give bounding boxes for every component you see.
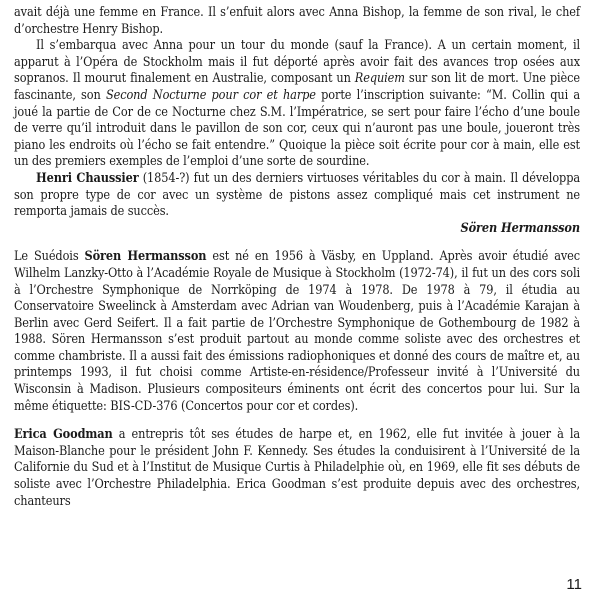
paragraph-text: sur son lit de mort. Une pièce fascinante, son xyxy=(14,70,580,102)
paragraph-text: a entrepris tôt ses études de harpe et, en 1962, elle fut invitée à jouer à la Maison-Blanche pour le président John F. Kennedy. Ses études la conduisirent à l’Université de la Californie du Sud et à l’Institut de Musique Curtis à Philadelphie où, en 1969, elle fit ses débuts de soliste avec l’Orchestre Philadelphia. Erica Goodman s’est produite depuis avec des orchestres, chanteurs xyxy=(14,426,580,508)
paragraph-text: porte l’inscription suivante: “M. Collin qui a joué la partie de Cor de ce Nocturne chez S.M. l’Impératrice, se sert pour faire l’écho d’une boule de verre qu’il introduit dans le pavillon de son cor, ceux qui n’auront pas une boule, joueront très piano les endroits où l’écho se fait entendre.” Quoique la pièce soit écrite pour cor à main, elle est un des premiers exemples de l’emploi d’une sorte de sourdine. xyxy=(14,86,580,169)
person-name: Erica Goodman xyxy=(14,426,113,442)
paragraph-goodman xyxy=(14,426,580,509)
section-heading: Sören Hermansson xyxy=(460,219,580,235)
person-name: Henri Chaussier xyxy=(36,169,139,185)
paragraph-hermansson xyxy=(14,248,580,414)
paragraph-text: avait déjà une femme en France. Il s’enfuit alors avec Anna Bishop, la femme de son rival, le chef d’orchestre Henry Bishop. xyxy=(14,4,580,36)
requiem-title: Requiem xyxy=(354,70,405,86)
person-name: Sören Hermansson xyxy=(84,248,207,264)
paragraph-text: (1854-?) fut un des derniers virtuoses véritables du cor à main. Il développa son propre type de cor avec un système de pistons assez compliqué mais cet instrument ne remporta jamais de succès. xyxy=(14,169,580,219)
paragraph-text: Le Suédois xyxy=(14,248,85,264)
paragraph-text: Il s’embarqua avec Anna pour un tour du monde (sauf la France). A un certain moment, il apparut à l’Opéra de Stockholm mais il fut déporté après avoir fait des avances trop osées aux sopranos. Il mourut finalement en Australie, composant un xyxy=(14,37,580,86)
paragraph-tour xyxy=(14,37,580,170)
nocturne-title: Second Nocturne pour cor et harpe xyxy=(105,86,316,102)
paragraph-bishop xyxy=(14,4,580,37)
paragraph-text: est né en 1956 à Väsby, en Uppland. Après avoir étudié avec Wilhelm Lanzky-Otto à l’Académie Royale de Musique à Stockholm (1972-74), il fut un des cors soli à l’Orchestre Symphonique de Norrköping de 1974 à 1978. De 1978 à 79, il étudia au Conservatoire Sweelinck à Amsterdam avec Adrian van Woudenberg, puis à l’Académie Karajan à Berlin avec Gerd Seifert. Il a fait partie de l’Orchestre Symphonique de Gothembourg de 1982 à 1988. Sören Hermansson s’est produit partout au monde comme soliste avec des orchestres et comme chambriste. Il a aussi fait des émissions radiophoniques et donné des cours de maître et, au printemps 1993, il fut choisi comme Artiste-en-résidence/Professeur invité à l’Université du Wisconsin à Madison. Plusieurs compositeurs éminents ont écrit des concertos pour lui. Sur la même étiquette: BIS-CD-376 (Concertos pour cor et cordes). xyxy=(14,248,581,413)
page-number: 11 xyxy=(566,576,582,593)
paragraph-chaussier xyxy=(14,170,580,220)
document-body xyxy=(14,4,580,509)
